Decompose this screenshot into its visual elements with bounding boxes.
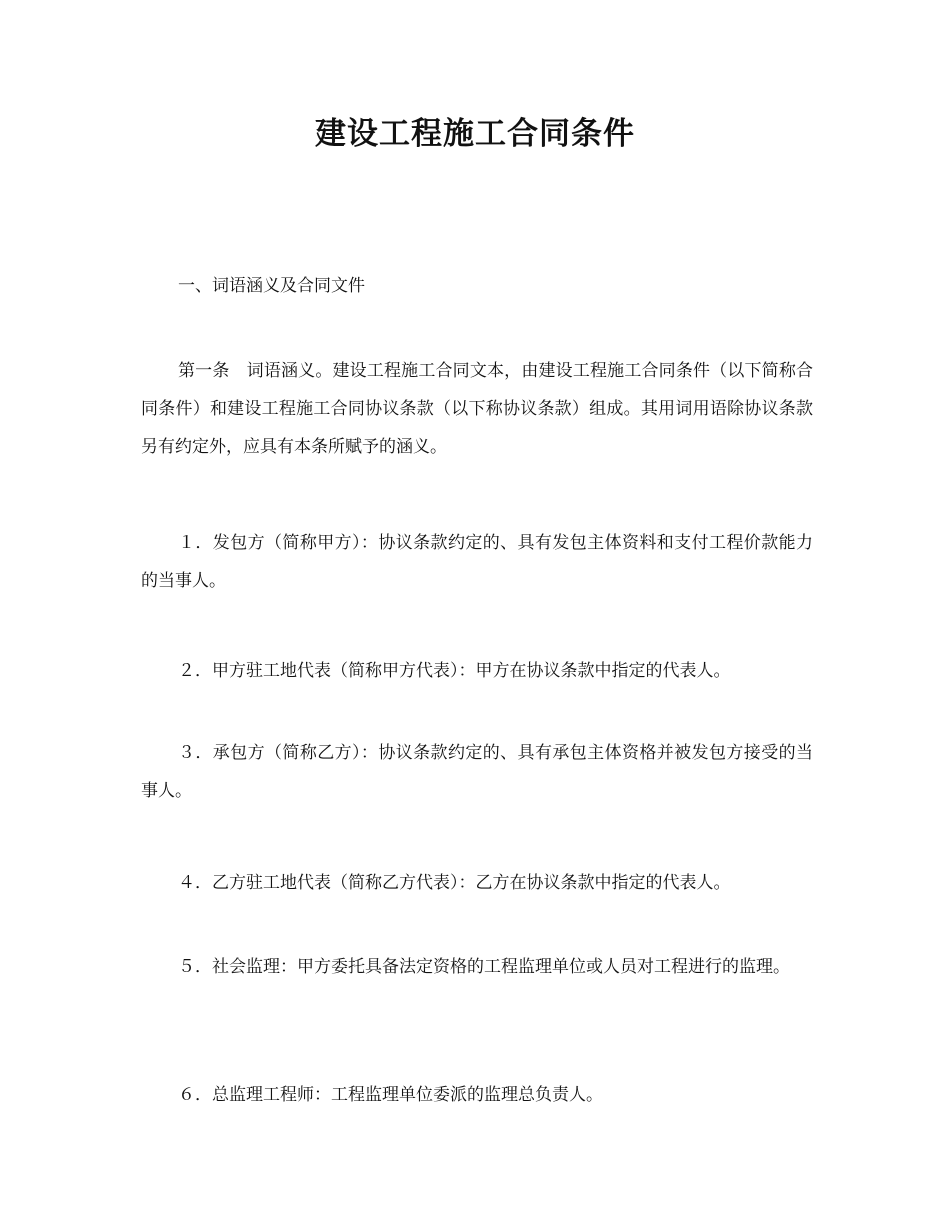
definition-item-3: ３．承包方（简称乙方）：协议条款约定的、具有承包主体资格并被发包方接受的当事人。 bbox=[141, 743, 813, 801]
definition-item-2: ２．甲方驻工地代表（简称甲方代表）：甲方在协议条款中指定的代表人。 bbox=[178, 661, 731, 681]
article-1-paragraph: 第一条 词语涵义。建设工程施工合同文本，由建设工程施工合同条件（以下简称合同条件）和建设工程施工合同协议条款（以下称协议条款）组成。其用词用语除协议条款另有约定外，应具有本条所赋予的涵义。 bbox=[141, 361, 813, 457]
section-heading: 一、词语涵义及合同文件 bbox=[178, 276, 365, 296]
definition-item-6: ６．总监理工程师：工程监理单位委派的监理总负责人。 bbox=[178, 1085, 603, 1105]
definition-item-5: ５．社会监理：甲方委托具备法定资格的工程监理单位或人员对工程进行的监理。 bbox=[178, 957, 790, 977]
definition-item-4: ４．乙方驻工地代表（简称乙方代表）：乙方在协议条款中指定的代表人。 bbox=[178, 873, 731, 893]
definition-item-1: １．发包方（简称甲方）：协议条款约定的、具有发包主体资料和支付工程价款能力的当事人。 bbox=[141, 533, 813, 591]
document-title: 建设工程施工合同条件 bbox=[315, 116, 635, 152]
